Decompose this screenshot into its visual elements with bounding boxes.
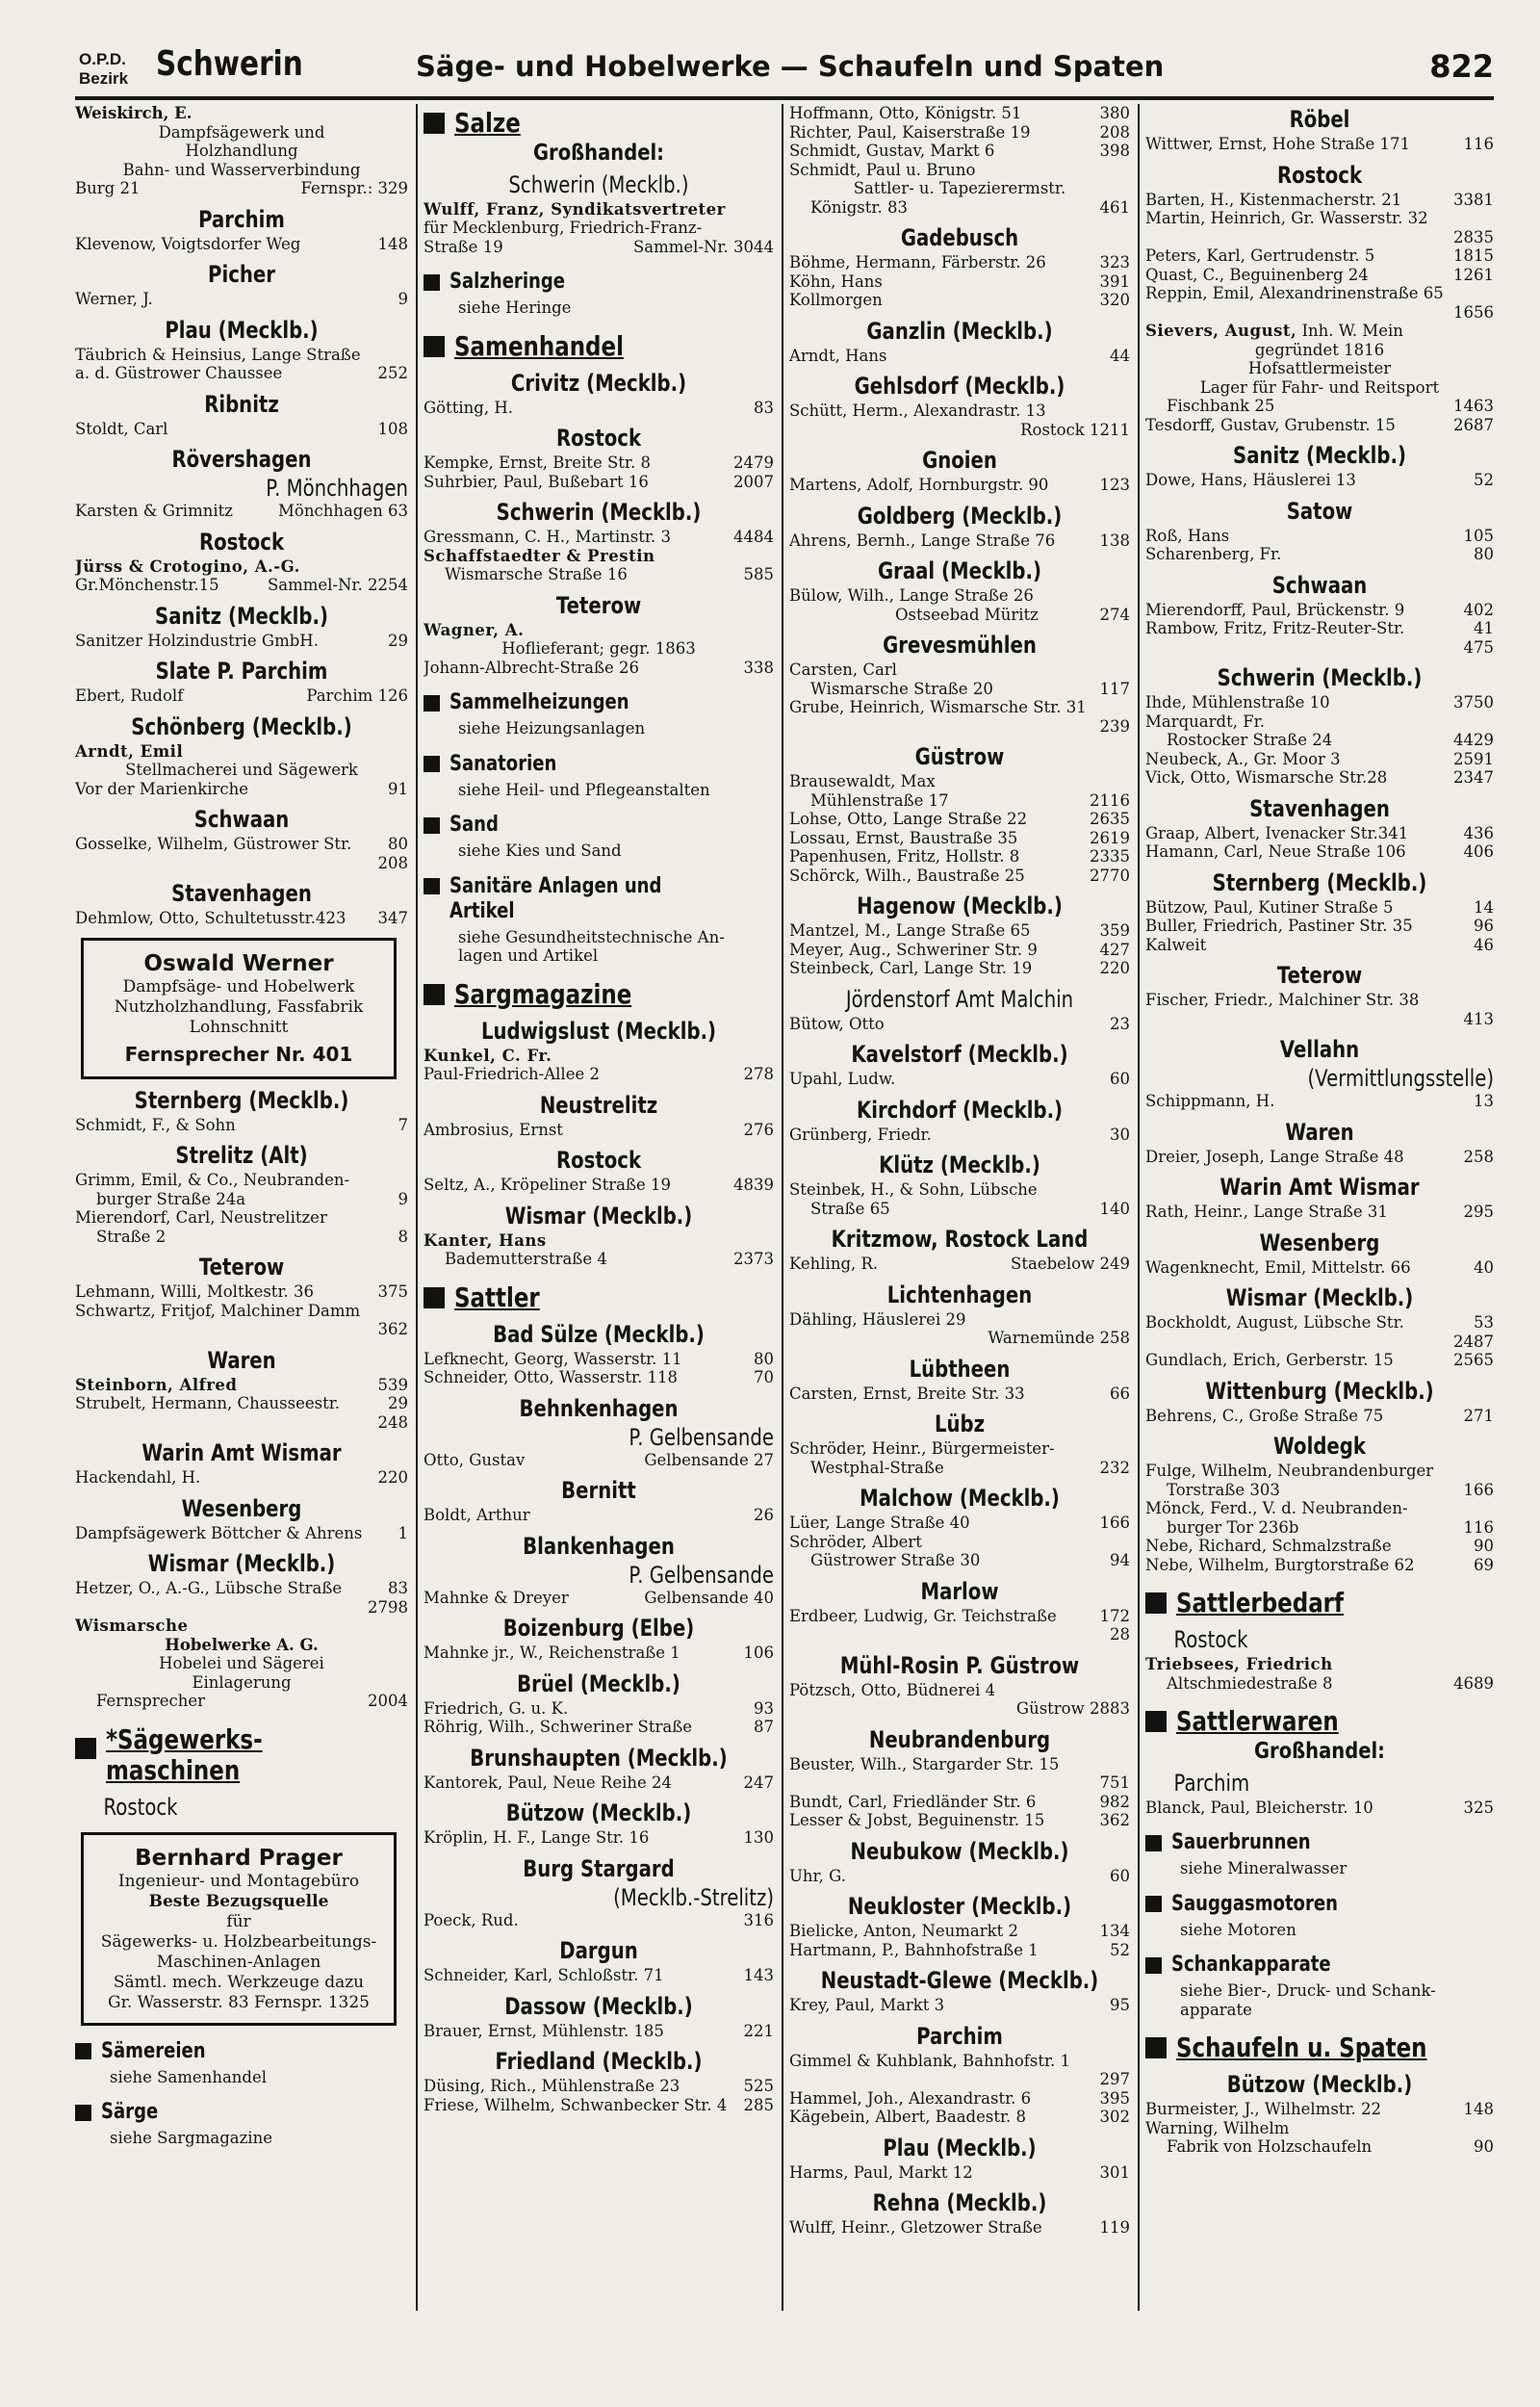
- place-heading: Goldberg (Mecklb.): [857, 502, 1063, 530]
- listing: Täubrich & Heinsius, Lange Straße: [75, 345, 361, 364]
- section-marker-icon: [424, 878, 440, 894]
- listing: Lehmann, Willi, Moltkestr. 36 375: [75, 1282, 408, 1301]
- listing: Hamann, Carl, Neue Straße 106 406: [1145, 842, 1494, 861]
- place-heading: Schwerin (Mecklb.): [1217, 664, 1423, 691]
- section-heading: Sämereien: [75, 2039, 408, 2064]
- column-divider: [416, 104, 418, 2311]
- listing: Ahrens, Bernh., Lange Straße 76 138: [789, 531, 1130, 550]
- place-heading: Woldegk: [1273, 1433, 1366, 1460]
- listing: Harms, Paul, Markt 12 301: [789, 2162, 1130, 2182]
- listing: Kempke, Ernst, Breite Str. 8 2479: [424, 453, 774, 472]
- listing: Gundlach, Erich, Gerberstr. 15 2565: [1145, 1351, 1494, 1369]
- section-heading: Sargmagazine: [424, 979, 774, 1010]
- listing: Wagenknecht, Emil, Mittelstr. 66 40: [1145, 1257, 1494, 1277]
- place-heading: Sanitz (Mecklb.): [1233, 442, 1406, 469]
- listing: Kägebein, Albert, Baadestr. 8 302: [789, 2108, 1130, 2126]
- section-heading: Sand: [424, 813, 774, 838]
- column-divider: [782, 104, 783, 2311]
- section-heading: Sauerbrunnen: [1145, 1830, 1494, 1855]
- section-heading: *Sägewerks- maschinen: [75, 1724, 408, 1786]
- listing: Schneider, Otto, Wasserstr. 118 70: [424, 1368, 774, 1386]
- listing: Kollmorgen 320: [789, 291, 1130, 309]
- place-heading: Brüel (Mecklb.): [517, 1669, 680, 1697]
- listing: Behrens, C., Große Straße 75 271: [1145, 1406, 1494, 1425]
- place-heading: Gehlsdorf (Mecklb.): [854, 373, 1065, 400]
- place-heading: Rövershagen: [171, 446, 312, 473]
- listing: Jürss & Crotogino, A.-G.: [75, 556, 300, 576]
- place-heading: Waren: [207, 1346, 276, 1374]
- listing: Wulff, Heinr., Gletzower Straße 119: [789, 2218, 1130, 2237]
- listing: Kalweit 46: [1145, 935, 1494, 954]
- listing: Hoffmann, Otto, Königstr. 51 380: [789, 104, 1130, 122]
- listing: Ambrosius, Ernst 276: [424, 1120, 774, 1139]
- listing: Schröder, Albert: [789, 1532, 922, 1551]
- listing: Nebe, Richard, Schmalzstraße 90: [1145, 1537, 1494, 1555]
- place-heading: Hagenow (Mecklb.): [857, 893, 1063, 919]
- listing: Rath, Heinr., Lange Straße 31 295: [1145, 1203, 1494, 1221]
- place-heading: Mühl-Rosin P. Güstrow: [839, 1651, 1080, 1679]
- listing: Gosselke, Wilhelm, Güstrower Str. 80: [75, 835, 408, 853]
- listing: Mierendorff, Paul, Brückenstr. 9 402: [1145, 600, 1494, 619]
- place-heading: Neukloster (Mecklb.): [847, 1893, 1072, 1920]
- place-heading: Blankenhagen: [523, 1532, 675, 1560]
- listing: Friedrich, G. u. K. 93: [424, 1698, 774, 1718]
- place-heading: Schwaan: [193, 806, 290, 833]
- listing: Fischer, Friedr., Malchiner Str. 38: [1145, 991, 1420, 1009]
- listing: Schmidt, Gustav, Markt 6 398: [789, 142, 1130, 160]
- listing: Steinbeck, Carl, Lange Str. 19 220: [789, 959, 1130, 977]
- section-marker-icon: [1145, 1835, 1162, 1851]
- place-heading: Güstrow: [914, 743, 1005, 770]
- listing: Boldt, Arthur 26: [424, 1506, 774, 1524]
- place-heading: Friedland (Mecklb.): [495, 2048, 703, 2075]
- listing: Hammel, Joh., Alexandrastr. 6 395: [789, 2088, 1130, 2108]
- place-heading: Grevesmühlen: [883, 632, 1037, 659]
- place-heading: Bützow (Mecklb.): [505, 1799, 692, 1826]
- listing: Dähling, Häuslerei 29: [789, 1309, 966, 1329]
- listing: Papenhusen, Fritz, Hollstr. 8 2335: [789, 847, 1130, 866]
- listing: Krey, Paul, Markt 3 95: [789, 1996, 1130, 2014]
- place-heading: Plau (Mecklb.): [165, 316, 319, 344]
- place-heading: Gadebusch: [900, 224, 1019, 251]
- listing: Schaffstaedter & Prestin: [424, 546, 655, 565]
- listing: Grube, Heinrich, Wismarsche Str. 31: [789, 698, 1087, 716]
- listing: Kehling, R. Staebelow 249: [789, 1255, 1130, 1273]
- listing: Warning, Wilhelm: [1145, 2118, 1290, 2137]
- listing: Lesser & Jobst, Beguinenstr. 15 362: [789, 1811, 1130, 1829]
- listing: Friese, Wilhelm, Schwanbecker Str. 4 285: [424, 2095, 774, 2114]
- listing: Wulff, Franz, Syndikatsvertreter: [424, 199, 726, 219]
- listing: Hackendahl, H. 220: [75, 1468, 408, 1487]
- place-heading: Rostock: [198, 528, 285, 556]
- place-heading: Satow: [1286, 497, 1353, 525]
- listing: Grimm, Emil, & Co., Neubranden-: [75, 1171, 350, 1189]
- listing: Fulge, Wilhelm, Neubrandenburger: [1145, 1462, 1434, 1480]
- section-marker-icon: [1145, 1957, 1162, 1974]
- place-heading: Malchow (Mecklb.): [860, 1485, 1060, 1512]
- section-heading: Särge: [75, 2100, 408, 2125]
- listing: Kunkel, C. Fr.: [424, 1046, 552, 1065]
- place-heading: Bützow (Mecklb.): [1226, 2071, 1413, 2098]
- place-heading: Gnoien: [922, 447, 997, 474]
- listing: Dehmlow, Otto, Schultetusstr.423 347: [75, 909, 408, 927]
- listing: Upahl, Ludw. 60: [789, 1070, 1130, 1088]
- listing: Lossau, Ernst, Baustraße 35 2619: [789, 828, 1130, 847]
- page-header: [79, 44, 1494, 98]
- place-heading: Ludwigslust (Mecklb.): [480, 1017, 717, 1045]
- place-heading: Slate P. Parchim: [155, 658, 328, 685]
- place-heading: Boizenburg (Elbe): [502, 1615, 695, 1642]
- section-marker-icon: [75, 2043, 91, 2059]
- place-heading: Neubukow (Mecklb.): [850, 1837, 1069, 1865]
- listing: Schneider, Karl, Schloßstr. 71 143: [424, 1966, 774, 1984]
- section-marker-icon: [424, 274, 440, 291]
- listing: Dampfsägewerk Böttcher & Ahrens 1: [75, 1523, 408, 1542]
- listing: Weiskirch, E.: [75, 104, 192, 122]
- place-heading: Wesenberg: [181, 1494, 302, 1522]
- listing: Barten, H., Kistenmacherstr. 21 3381: [1145, 190, 1494, 209]
- listing: Suhrbier, Paul, Bußebart 16 2007: [424, 472, 774, 491]
- place-heading: Strelitz (Alt): [175, 1142, 308, 1169]
- listing: Götting, H. 83: [424, 398, 774, 417]
- listing: Lohse, Otto, Lange Straße 22 2635: [789, 810, 1130, 828]
- place-heading: Sternberg (Mecklb.): [134, 1086, 349, 1114]
- place-heading: Rostock: [555, 425, 642, 452]
- place-heading: Wesenberg: [1259, 1229, 1380, 1256]
- place-heading: Neubrandenburg: [868, 1725, 1051, 1753]
- listing: Nebe, Wilhelm, Burgtorstraße 62 69: [1145, 1555, 1494, 1574]
- listing: Neubeck, A., Gr. Moor 3 2591: [1145, 749, 1494, 768]
- section-marker-icon: [75, 2105, 91, 2121]
- listing: Otto, Gustav Gelbensande 27: [424, 1450, 774, 1469]
- section-marker-icon: [1145, 1592, 1167, 1614]
- listing: Strubelt, Hermann, Chausseestr. 29: [75, 1394, 408, 1412]
- listing: Peters, Karl, Gertrudenstr. 5 1815: [1145, 246, 1494, 265]
- listing: Lefknecht, Georg, Wasserstr. 11 80: [424, 1349, 774, 1368]
- listing: Düsing, Rich., Mühlenstraße 23 525: [424, 2077, 774, 2095]
- section-marker-icon: [424, 695, 440, 712]
- section-marker-icon: [424, 756, 440, 772]
- listing: Arndt, Hans 44: [789, 346, 1130, 365]
- listing: Arndt, Emil: [75, 741, 184, 761]
- listing: Hetzer, O., A.-G., Lübsche Straße 83: [75, 1579, 408, 1597]
- listing: Carsten, Ernst, Breite Str. 33 66: [789, 1384, 1130, 1403]
- column-4: Röbel Wittwer, Ernst, Hohe Straße 171 116 Rostock Barten, H., Kistenmacherstr. 21 3381 Martin, Heinrich, Gr. Wasserstr. 32 2835 Peters, Karl, Gertrudenstr. 5 1815 Quast, C., Beguinenberg 24 1261 Reppin, Emil, Alexandrinenstraße 65 1656 Sievers, August, Inh. W. Mein gegründet 1816 Hofsattlermeister Lager für Fahr- und Reitsport Fischbank 25 1463 Tesdorff, Gustav, Grubenstr. 15 2687 Sanitz (Mecklb.) Dowe, Hans, Häuslerei 13 52 Satow Roß, Hans 105 Scharenberg, Fr. 80 Schwaan Mierendorff, Paul, Brückenstr. 9 402 Rambow, Fritz, Fritz-Reuter-Str. 41 475 Schwerin (Mecklb.) Ihde, Mühlenstraße 10 3750 Marquardt, Fr. Rostocker Straße 24 4429 Neubeck, A., Gr. Moor 3 2591 Vick, Otto, Wismarsche Str.28 2347 Stavenhagen Graap, Albert, Ivenacker Str.341 436 Hamann, Carl, Neue Straße 106 406 Sternberg (Mecklb.) Bützow, Paul, Kutiner Straße 5 14 Buller, Friedrich, Pastiner Str. 35 96 Kalweit 46 Teterow Fischer, Friedr., Malchiner Str. 38 413 Vellahn (Vermittlungsstelle) Schippmann, H. 13 Waren Dreier, Joseph, Lange Straße 48 258 Warin Amt Wismar Rath, Heinr., Lange Straße 31 295 Wesenberg Wagenknecht, Emil, Mittelstr. 66 40 Wismar (Mecklb.) Bockholdt, August, Lübsche Str. 53 2487 Gundlach, Erich, Gerberstr. 15 2565 Wittenburg (Mecklb.) Behrens, C., Große Straße 75 271 Woldegk Fulge, Wilhelm, Neubrandenburger Torstraße 303 166 Mönck, Ferd., V. d. Neubranden- burger Tor 236b 116 Nebe, Richard, Schmalzstraße 90 Nebe, Wilhelm, Burgtorstraße 62 69 Sattlerbedarf Rostock Triebsees, Friedrich Altschmiedestraße 8 4689 Sattlerwaren Großhandel: Parchim Blanck, Paul, Bleicherstr. 10 325 Sauerbrunnen siehe Mineralwasser Sauggasmotoren siehe Motoren Schankapparate siehe Bier-, Druck- und Schank- apparate Schaufeln u. Spaten Bützow (Mecklb.) Burmeister, J., Wilhelmstr. 22 148 Warning, Wilhelm Fabrik von Holzschaufeln 90: [1145, 106, 1494, 2156]
- listing: Köhn, Hans 391: [789, 272, 1130, 291]
- listing: Ebert, Rudolf Parchim 126: [75, 686, 408, 705]
- section-heading: Sammelheizungen: [424, 690, 774, 715]
- listing: Buller, Friedrich, Pastiner Str. 35 96: [1145, 917, 1494, 935]
- listing: Sievers, August, Inh. W. Mein: [1145, 322, 1403, 340]
- section-marker-icon: [424, 113, 445, 134]
- listing: Kanter, Hans: [424, 1230, 547, 1250]
- listing: Wismarsche: [75, 1617, 189, 1635]
- listing: Gimmel & Kuhblank, Bahnhofstr. 1: [789, 2051, 1071, 2070]
- district-label: O.P.D. Bezirk: [79, 50, 129, 88]
- place-heading: Kavelstorf (Mecklb.): [851, 1041, 1068, 1068]
- place-heading: Dargun: [559, 1937, 638, 1964]
- section-heading: Schaufeln u. Spaten: [1145, 2032, 1494, 2063]
- section-heading: Sauggasmotoren: [1145, 1892, 1494, 1917]
- section-heading: Sattler: [424, 1282, 774, 1313]
- place-heading: Schwerin (Mecklb.): [496, 499, 702, 526]
- listing: Sanitzer Holzindustrie GmbH. 29: [75, 631, 408, 650]
- place-heading: Ganzlin (Mecklb.): [866, 317, 1053, 345]
- page-title: Säge- und Hobelwerke — Schaufeln und Spaten: [416, 50, 1165, 83]
- listing: Reppin, Emil, Alexandrinenstraße 65: [1145, 284, 1444, 302]
- place-heading: Waren: [1285, 1118, 1354, 1146]
- listing: Martin, Heinrich, Gr. Wasserstr. 32: [1145, 209, 1428, 227]
- place-heading: Bernitt: [561, 1477, 636, 1504]
- place-heading: Crivitz (Mecklb.): [510, 369, 687, 397]
- listing: Marquardt, Fr.: [1145, 712, 1265, 731]
- place-heading: Bad Sülze (Mecklb.): [493, 1320, 705, 1348]
- listing: Hartmann, P., Bahnhofstraße 1 52: [789, 1940, 1130, 1959]
- place-heading: Wismar (Mecklb.): [504, 1202, 693, 1229]
- place-heading: Rostock: [555, 1147, 642, 1174]
- listing: Bundt, Carl, Friedländer Str. 6 982: [789, 1792, 1130, 1811]
- section-marker-icon: [75, 1738, 96, 1759]
- place-heading: Picher: [208, 261, 275, 288]
- place-heading: Dassow (Mecklb.): [504, 1992, 693, 2020]
- place-heading: Neustadt-Glewe (Mecklb.): [820, 1967, 1099, 1994]
- listing: Mahnke & Dreyer Gelbensande 40: [424, 1588, 774, 1607]
- place-heading: Behnkenhagen: [519, 1394, 679, 1422]
- district-city: Schwerin: [156, 44, 303, 84]
- place-heading: Warin Amt Wismar: [1219, 1174, 1420, 1201]
- column-2: Salze Großhandel: Schwerin (Mecklb.) Wulff, Franz, Syndikatsvertreter für Mecklenburg, Friedrich-Franz- Straße 19 Sammel-Nr. 3044 Salzheringe siehe Heringe Samenhandel Crivitz (Mecklb.) Götting, H. 83 Rostock Kempke, Ernst, Breite Str. 8 2479 Suhrbier, Paul, Bußebart 16 2007 Schwerin (Mecklb.) Gressmann, C. H., Martinstr. 3 4484 Schaffstaedter & Prestin Wismarsche Straße 16 585 Teterow Wagner, A. Hoflieferant; gegr. 1863 Johann-Albrecht-Straße 26 338 Sammelheizungen siehe Heizungsanlagen Sanatorien siehe Heil- und Pflegeanstalten Sand siehe Kies und Sand Sanitäre Anlagen und Artikel siehe Gesundheitstechnische An- lagen und Artikel Sargmagazine Ludwigslust (Mecklb.) Kunkel, C. Fr. Paul-Friedrich-Allee 2 278 Neustrelitz Ambrosius, Ernst 276 Rostock Seltz, A., Kröpeliner Straße 19 4839 Wismar (Mecklb.) Kanter, Hans Bademutterstraße 4 2373 Sattler Bad Sülze (Mecklb.) Lefknecht, Georg, Wasserstr. 11 80 Schneider, Otto, Wasserstr. 118 70 Behnkenhagen P. Gelbensande Otto, Gustav Gelbensande 27 Bernitt Boldt, Arthur 26 Blankenhagen P. Gelbensande Mahnke & Dreyer Gelbensande 40 Boizenburg (Elbe) Mahnke jr., W., Reichenstraße 1 106 Brüel (Mecklb.) Friedrich, G. u. K. 93 Röhrig, Wilh., Schweriner Straße 87 Brunshaupten (Mecklb.) Kantorek, Paul, Neue Reihe 24 247 Bützow (Mecklb.) Kröplin, H. F., Lange Str. 16 130 Burg Stargard (Mecklb.-Strelitz) Poeck, Rud. 316 Dargun Schneider, Karl, Schloßstr. 71 143 Dassow (Mecklb.) Brauer, Ernst, Mühlenstr. 185 221 Friedland (Mecklb.) Düsing, Rich., Mühlenstraße 23 525 Friese, Wilhelm, Schwanbecker Str. 4 285: [424, 107, 774, 2114]
- header-rule: [75, 96, 1494, 100]
- section-marker-icon: [1145, 1896, 1162, 1912]
- place-heading: Burg Stargard: [523, 1854, 675, 1882]
- column-divider: [1138, 104, 1140, 2311]
- section-marker-icon: [424, 1287, 445, 1308]
- listing: Carsten, Carl: [789, 660, 897, 679]
- listing: Mantzel, M., Lange Straße 65 359: [789, 921, 1130, 940]
- listing: Uhr, G. 60: [789, 1866, 1130, 1885]
- place-heading: Teterow: [1276, 962, 1363, 989]
- listing: Beuster, Wilh., Stargarder Str. 15: [789, 1754, 1060, 1773]
- listing: Bülow, Wilh., Lange Straße 26: [789, 586, 1034, 605]
- place-heading: Röbel: [1289, 106, 1350, 133]
- listing: Bütow, Otto 23: [789, 1014, 1130, 1033]
- section-heading: Sanitäre Anlagen und Artikel: [424, 874, 774, 924]
- place-heading: Lübtheen: [909, 1355, 1011, 1383]
- listing: Richter, Paul, Kaiserstraße 19 208: [789, 122, 1130, 142]
- listing: Werner, J. 9: [75, 290, 408, 308]
- listing: Tesdorff, Gustav, Grubenstr. 15 2687: [1145, 415, 1494, 434]
- listing: Pötzsch, Otto, Büdnerei 4: [789, 1680, 996, 1699]
- listing: Mahnke jr., W., Reichenstraße 1 106: [424, 1643, 774, 1662]
- listing: Erdbeer, Ludwig, Gr. Teichstraße 172: [789, 1606, 1130, 1625]
- place-heading: Plau (Mecklb.): [883, 2134, 1037, 2161]
- section-heading: Salze: [424, 108, 774, 139]
- place-heading: Graal (Mecklb.): [877, 557, 1041, 584]
- listing: Grünberg, Friedr. 30: [789, 1125, 1130, 1144]
- section-heading: Sattlerbedarf: [1145, 1588, 1494, 1618]
- listing: Schörck, Wilh., Baustraße 25 2770: [789, 866, 1130, 885]
- listing: Schröder, Heinr., Bürgermeister-: [789, 1439, 1055, 1458]
- place-heading: Vellahn: [1279, 1036, 1360, 1063]
- listing: Blanck, Paul, Bleicherstr. 10 325: [1145, 1798, 1494, 1817]
- column-1: Weiskirch, E. Dampfsägewerk und Holzhandlung Bahn- und Wasserverbindung Burg 21 Fernspr.: 329 Parchim Klevenow, Voigtsdorfer Weg 148 Picher Werner, J. 9 Plau (Mecklb.) Täubrich & Heinsius, Lange Straße a. d. Güstrower Chaussee 252 Ribnitz Stoldt, Carl 108 Rövershagen P. Mönchhagen Karsten & Grimnitz Mönchhagen 63 Rostock Jürss & Crotogino, A.-G. Gr.Mönchenstr.15 Sammel-Nr. 2254 Sanitz (Mecklb.) Sanitzer Holzindustrie GmbH. 29 Slate P. Parchim Ebert, Rudolf Parchim 126 Schönberg (Mecklb.) Arndt, Emil Stellmacherei und Sägewerk Vor der Marienkirche 91 Schwaan Gosselke, Wilhelm, Güstrower Str. 80 208 Stavenhagen Dehmlow, Otto, Schultetusstr.423 347 Oswald Werner Dampfsäge- und Hobelwerk Nutzholzhandlung, Fassfabrik Lohnschnitt Fernsprecher Nr. 401 Sternberg (Mecklb.) Schmidt, F., & Sohn 7 Strelitz (Alt) Grimm, Emil, & Co., Neubranden- burger Straße 24a 9 Mierendorf, Carl, Neustrelitzer Straße 2 8 Teterow Lehmann, Willi, Moltkestr. 36 375 Schwartz, Fritjof, Malchiner Damm 362 Waren Steinborn, Alfred 539 Strubelt, Hermann, Chausseestr. 29 248 Warin Amt Wismar Hackendahl, H. 220 Wesenberg Dampfsägewerk Böttcher & Ahrens 1 Wismar (Mecklb.) Hetzer, O., A.-G., Lübsche Straße 83 2798 Wismarsche Hobelwerke A. G. Hobelei und Sägerei Einlagerung Fernsprecher 2004 *Sägewerks- maschinen Rostock Bernhard Prager Ingenieur- und Montagebüro Beste Bezugsquelle für Sägewerks- u. Holzbearbeitungs- Maschinen-Anlagen Sämtl. mech. Werkzeuge dazu Gr. Wasserstr. 83 Fernspr. 1325 Sämereien siehe Samenhandel Särge siehe Sargmagazine: [75, 104, 408, 2147]
- listing: Seltz, A., Kröpeliner Straße 19 4839: [424, 1176, 774, 1194]
- place-heading: Stavenhagen: [1249, 794, 1390, 822]
- place-heading: Rehna (Mecklb.): [872, 2189, 1047, 2216]
- place-heading: Wittenburg (Mecklb.): [1205, 1377, 1434, 1405]
- listing: Ihde, Mühlenstraße 10 3750: [1145, 693, 1494, 712]
- listing: Vick, Otto, Wismarsche Str.28 2347: [1145, 768, 1494, 787]
- listing: Mierendorf, Carl, Neustrelitzer: [75, 1208, 327, 1227]
- listing: Lüer, Lange Straße 40 166: [789, 1514, 1130, 1532]
- place-heading: Parchim: [916, 2022, 1003, 2050]
- listing: Bielicke, Anton, Neumarkt 2 134: [789, 1922, 1130, 1940]
- listing: Klevenow, Voigtsdorfer Weg 148: [75, 234, 408, 253]
- listing: Roß, Hans 105: [1145, 526, 1494, 545]
- section-heading: Salzheringe: [424, 270, 774, 295]
- place-heading: Marlow: [920, 1577, 999, 1605]
- place-heading: Rostock: [1276, 161, 1363, 189]
- listing: Burmeister, J., Wilhelmstr. 22 148: [1145, 2100, 1494, 2118]
- section-marker-icon: [1145, 2037, 1167, 2058]
- place-heading: Schwerin (Mecklb.): [508, 170, 689, 198]
- advertisement-box: Oswald Werner Dampfsäge- und Hobelwerk Nutzholzhandlung, Fassfabrik Lohnschnitt Fernsprecher Nr. 401: [81, 938, 397, 1079]
- listing: Martens, Adolf, Hornburgstr. 90 123: [789, 476, 1130, 494]
- place-heading: Warin Amt Wismar: [141, 1439, 342, 1466]
- section-marker-icon: [1145, 1711, 1167, 1732]
- listing: Wagner, A.: [424, 620, 525, 639]
- listing: Dreier, Joseph, Lange Straße 48 258: [1145, 1147, 1494, 1166]
- place-heading: Teterow: [198, 1254, 285, 1281]
- listing: Brauer, Ernst, Mühlenstr. 185 221: [424, 2021, 774, 2040]
- place-heading: Wismar (Mecklb.): [1225, 1284, 1414, 1311]
- listing: Brausewaldt, Max: [789, 772, 936, 790]
- place-heading: Kirchdorf (Mecklb.): [856, 1096, 1064, 1124]
- listing: Gressmann, C. H., Martinstr. 3 4484: [424, 528, 774, 546]
- place-heading: Kritzmow, Rostock Land: [831, 1226, 1089, 1253]
- section-marker-icon: [424, 817, 440, 834]
- place-heading: Klütz (Mecklb.): [879, 1152, 1040, 1178]
- listing: Dowe, Hans, Häuslerei 13 52: [1145, 471, 1494, 489]
- listing: Quast, C., Beguinenberg 24 1261: [1145, 265, 1494, 284]
- place-heading: Schwaan: [1271, 571, 1368, 599]
- place-heading: Sanitz (Mecklb.): [155, 602, 328, 630]
- place-heading: Wismar (Mecklb.): [147, 1550, 336, 1577]
- place-heading: Ribnitz: [204, 390, 279, 418]
- section-heading: Sanatorien: [424, 752, 774, 777]
- place-heading: Teterow: [555, 591, 642, 619]
- page-number: 822: [1429, 48, 1494, 85]
- listing: Schmidt, Paul u. Bruno: [789, 160, 976, 179]
- section-marker-icon: [424, 336, 445, 357]
- place-heading: Lichtenhagen: [886, 1281, 1033, 1308]
- listing: Karsten & Grimnitz Mönchhagen 63: [75, 502, 408, 520]
- listing: Böhme, Hermann, Färberstr. 26 323: [789, 253, 1130, 272]
- listing: Kröplin, H. F., Lange Str. 16 130: [424, 1828, 774, 1847]
- section-heading: Sattlerwaren: [1145, 1706, 1494, 1737]
- section-heading: Samenhandel: [424, 331, 774, 362]
- advertisement-box: Bernhard Prager Ingenieur- und Montagebüro Beste Bezugsquelle für Sägewerks- u. Holzbearbeitungs- Maschinen-Anlagen Sämtl. mech. Werkzeuge dazu Gr. Wasserstr. 83 Fernspr. 1325: [81, 1832, 397, 2026]
- listing: Poeck, Rud. 316: [424, 1910, 774, 1929]
- listing: Bützow, Paul, Kutiner Straße 5 14: [1145, 897, 1494, 917]
- listing: Bockholdt, August, Lübsche Str. 53: [1145, 1313, 1494, 1332]
- section-heading: Schankapparate: [1145, 1953, 1494, 1978]
- listing: Röhrig, Wilh., Schweriner Straße 87: [424, 1718, 774, 1736]
- place-heading: Schönberg (Mecklb.): [131, 712, 352, 740]
- listing: Rambow, Fritz, Fritz-Reuter-Str. 41: [1145, 619, 1494, 637]
- listing: Meyer, Aug., Schweriner Str. 9 427: [789, 940, 1130, 959]
- listing: Mönck, Ferd., V. d. Neubranden-: [1145, 1499, 1408, 1517]
- listing: Schippmann, H. 13: [1145, 1092, 1494, 1110]
- listing: Schwartz, Fritjof, Malchiner Damm: [75, 1301, 361, 1320]
- section-marker-icon: [424, 984, 445, 1005]
- listing: Wittwer, Ernst, Hohe Straße 171 116: [1145, 135, 1494, 153]
- listing: Kantorek, Paul, Neue Reihe 24 247: [424, 1773, 774, 1792]
- listing: Scharenberg, Fr. 80: [1145, 545, 1494, 563]
- place-heading: Jördenstorf Amt Malchin: [845, 985, 1074, 1013]
- listing: Schmidt, F., & Sohn 7: [75, 1115, 408, 1134]
- listing: Schütt, Herm., Alexandrastr. 13: [789, 401, 1046, 420]
- column-3: Hoffmann, Otto, Königstr. 51 380 Richter, Paul, Kaiserstraße 19 208 Schmidt, Gustav, Markt 6 398 Schmidt, Paul u. Bruno Sattler- u. Tapezierermstr. Königstr. 83 461 Gadebusch Böhme, Hermann, Färberstr. 26 323 Köhn, Hans 391 Kollmorgen 320 Ganzlin (Mecklb.) Arndt, Hans 44 Gehlsdorf (Mecklb.) Schütt, Herm., Alexandrastr. 13 Rostock 1211 Gnoien Martens, Adolf, Hornburgstr. 90 123 Goldberg (Mecklb.) Ahrens, Bernh., Lange Straße 76 138 Graal (Mecklb.) Bülow, Wilh., Lange Straße 26 Ostseebad Müritz 274 Grevesmühlen Carsten, Carl Wismarsche Straße 20 117 Grube, Heinrich, Wismarsche Str. 31 239 Güstrow Brausewaldt, Max Mühlenstraße 17 2116 Lohse, Otto, Lange Straße 22 2635 Lossau, Ernst, Baustraße 35 2619 Papenhusen, Fritz, Hollstr. 8 2335 Schörck, Wilh., Baustraße 25 2770 Hagenow (Mecklb.) Mantzel, M., Lange Straße 65 359 Meyer, Aug., Schweriner Str. 9 427 Steinbeck, Carl, Lange Str. 19 220 Jördenstorf Amt Malchin Bütow, Otto 23 Kavelstorf (Mecklb.) Upahl, Ludw. 60 Kirchdorf (Mecklb.) Grünberg, Friedr. 30 Klütz (Mecklb.) Steinbek, H., & Sohn, Lübsche Straße 65 140 Kritzmow, Rostock Land Kehling, R. Staebelow 249 Lichtenhagen Dähling, Häuslerei 29 Warnemünde 258 Lübtheen Carsten, Ernst, Breite Str. 33 66 Lübz Schröder, Heinr., Bürgermeister- Westphal-Straße 232 Malchow (Mecklb.) Lüer, Lange Straße 40 166 Schröder, Albert Güstrower Straße 30 94 Marlow Erdbeer, Ludwig, Gr. Teichstraße 172 28 Mühl-Rosin P. Güstrow Pötzsch, Otto, Büdnerei 4 Güstrow 2883 Neubrandenburg Beuster, Wilh., Stargarder Str. 15 751 Bundt, Carl, Friedländer Str. 6 982 Lesser & Jobst, Beguinenstr. 15 362 Neubukow (Mecklb.) Uhr, G. 60 Neukloster (Mecklb.) Bielicke, Anton, Neumarkt 2 134 Hartmann, P., Bahnhofstraße 1 52 Neustadt-Glewe (Mecklb.) Krey, Paul, Markt 3 95 Parchim Gimmel & Kuhblank, Bahnhofstr. 1 297 Hammel, Joh., Alexandrastr. 6 395 Kägebein, Albert, Baadestr. 8 302 Plau (Mecklb.) Harms, Paul, Markt 12 301 Rehna (Mecklb.) Wulff, Heinr., Gletzower Straße 119: [789, 104, 1130, 2237]
- listing: Triebsees, Friedrich: [1145, 1655, 1333, 1673]
- listing: Stoldt, Carl 108: [75, 419, 408, 438]
- place-heading: Brunshaupten (Mecklb.): [470, 1744, 728, 1772]
- place-heading: Neustrelitz: [539, 1091, 658, 1119]
- place-heading: Lübz: [934, 1411, 986, 1437]
- listing: Steinborn, Alfred 539: [75, 1375, 408, 1394]
- listing: Graap, Albert, Ivenacker Str.341 436: [1145, 823, 1494, 842]
- listing: Steinbek, H., & Sohn, Lübsche: [789, 1180, 1038, 1199]
- place-heading: Sternberg (Mecklb.): [1212, 868, 1427, 896]
- place-heading: Parchim: [198, 205, 285, 233]
- place-heading: Stavenhagen: [171, 880, 312, 907]
